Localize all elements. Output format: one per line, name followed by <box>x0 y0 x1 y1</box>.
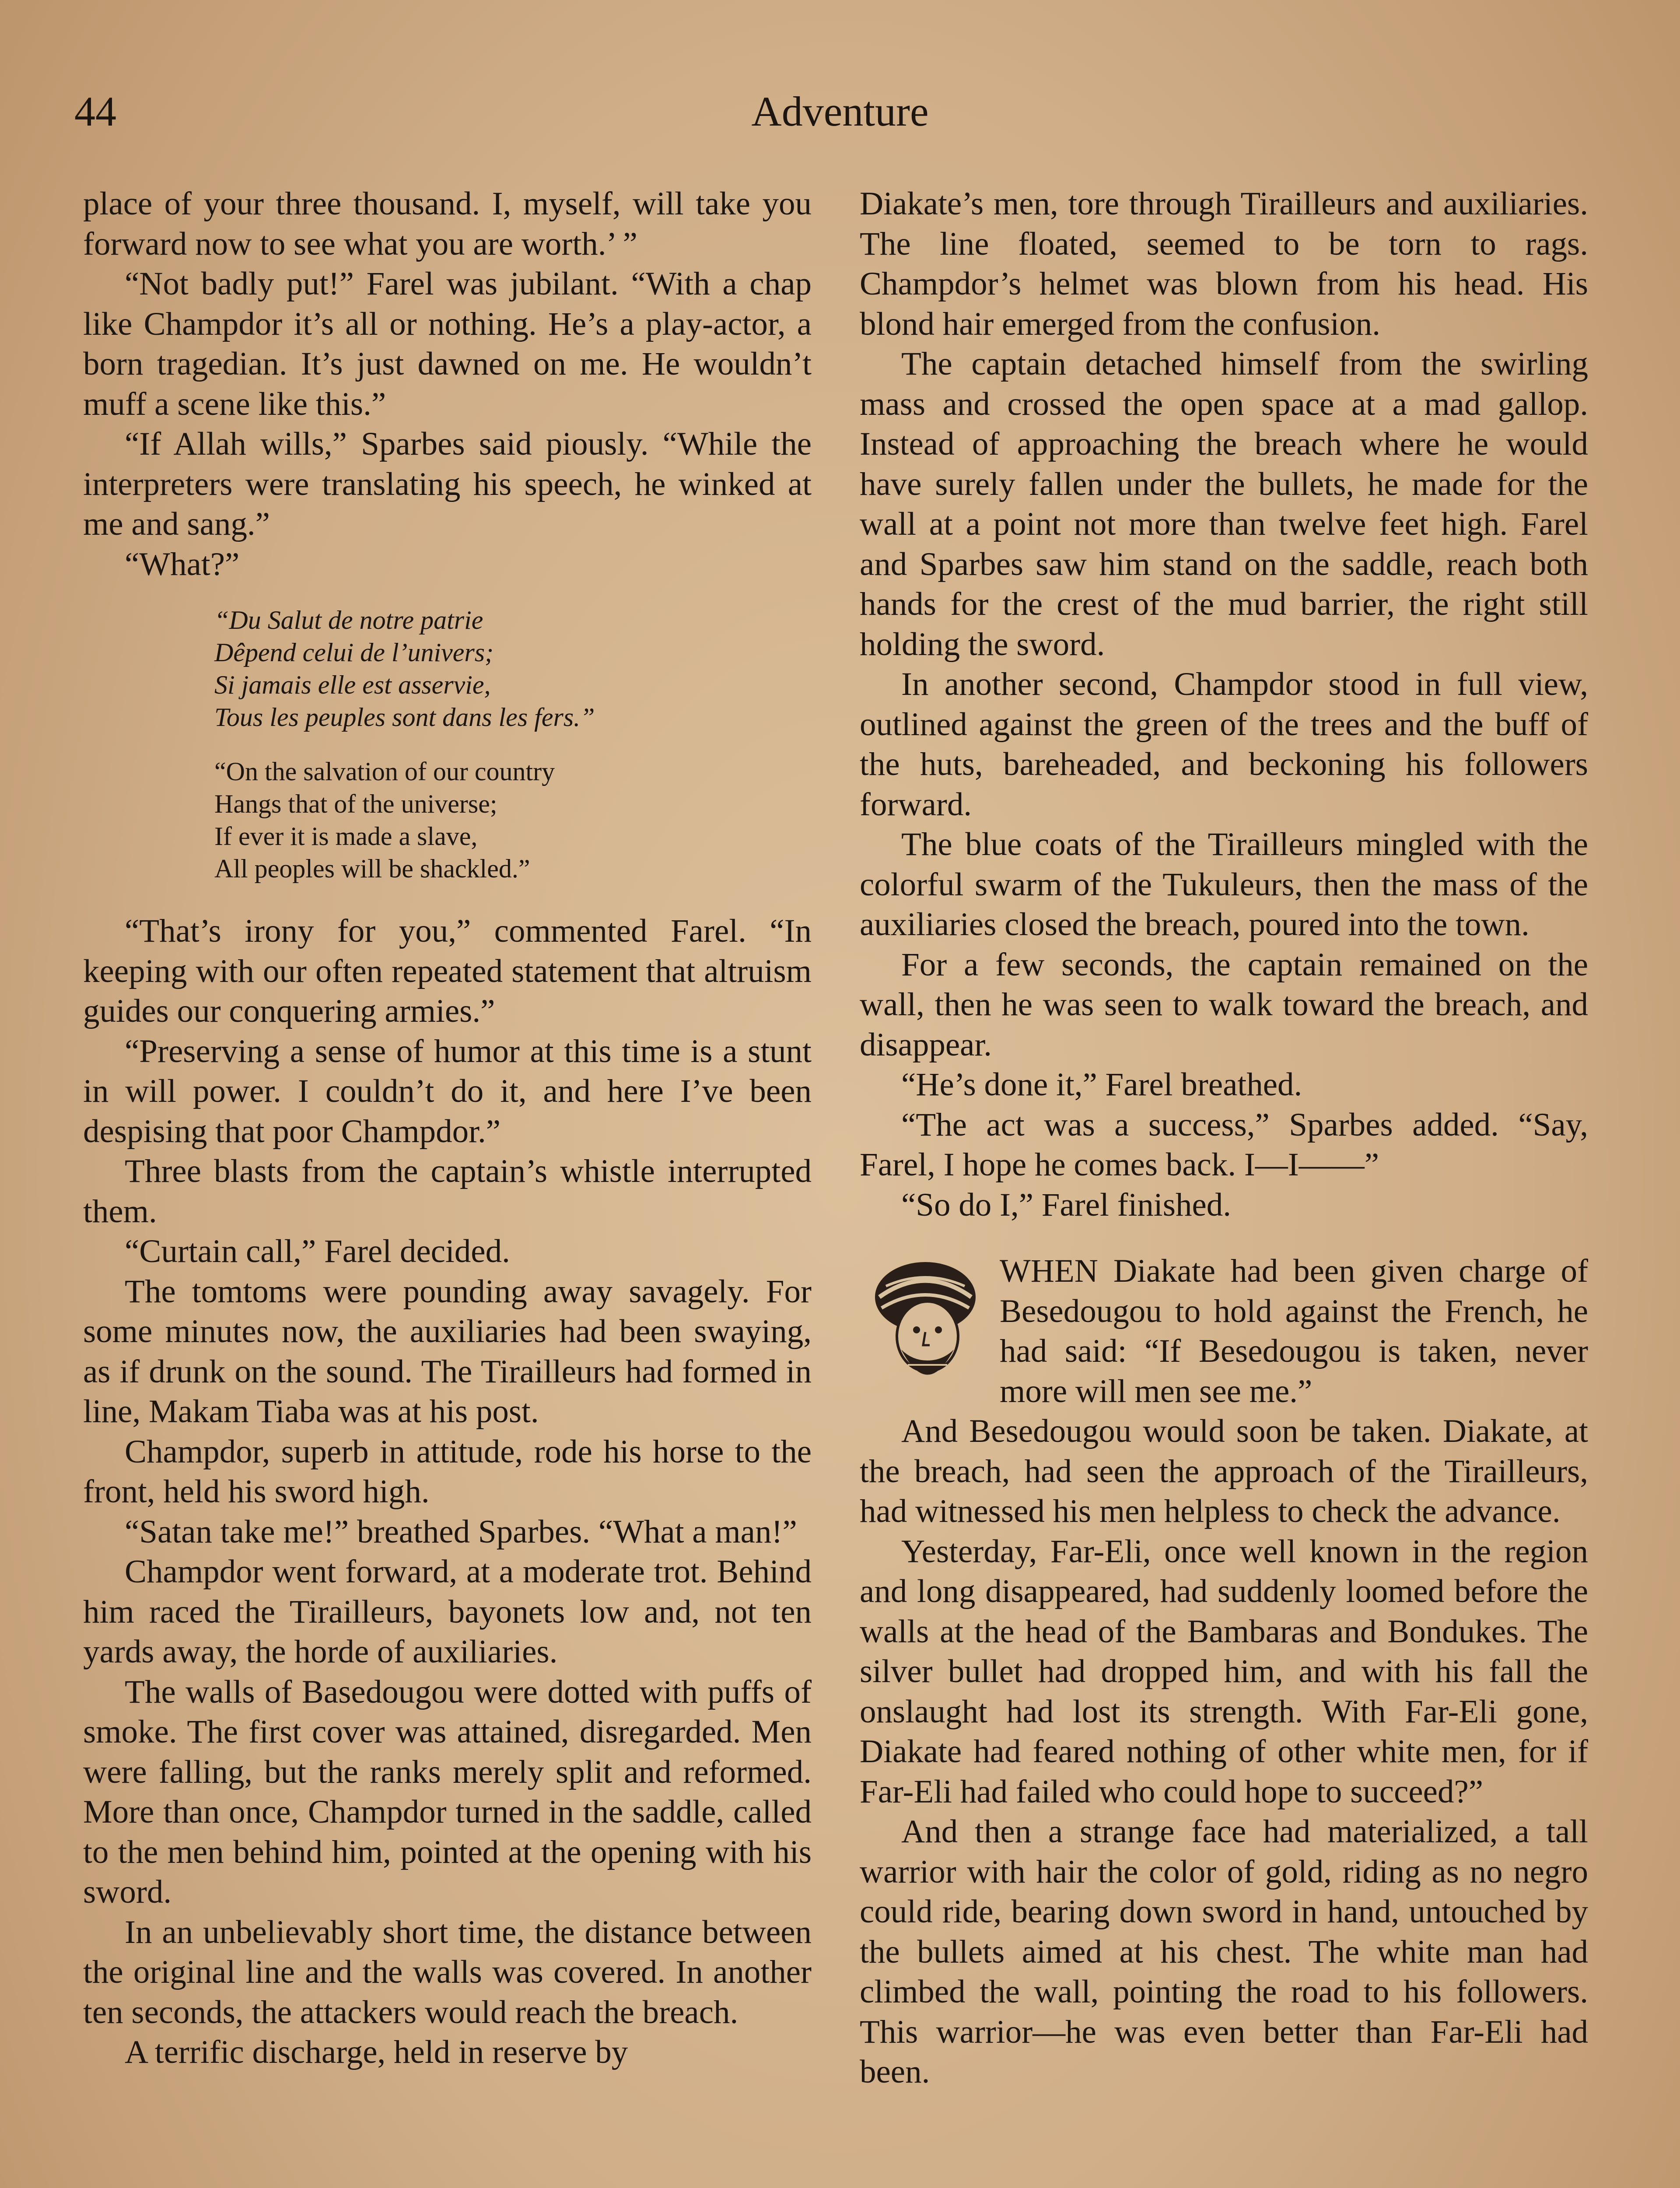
turbaned-man-portrait-icon <box>860 1255 991 1396</box>
paragraph: Diakate’s men, tore through Tirailleurs and auxiliaries. The line floated, seemed to be torn to rags. Champdor’s helmet was blown from his head. His blond hair emerged from the confusion. <box>860 186 1588 342</box>
paragraph: Three blasts from the captain’s whistle interrupted them. <box>83 1153 812 1230</box>
paragraph: “Preserving a sense of humor at this time is a stunt in will power. I couldn’t do it, and here I’ve been despising that poor Champdor.” <box>83 1033 812 1150</box>
paragraph: The tomtoms were pounding away savagely. For some minutes now, the auxiliaries had been swaying, as if drunk on the sound. The Tirailleurs had formed in line, Makam Tiaba was at his post. <box>83 1273 812 1430</box>
verse-line: “On the salvation of our country <box>214 757 555 786</box>
paragraph: “If Allah wills,” Sparbes said piously. “While the interpreters were translating his speech, he winked at me and sang.” <box>83 426 812 542</box>
paragraph: For a few seconds, the captain remained on the wall, then he was seen to walk toward the breach, and disappear. <box>860 946 1588 1063</box>
verse-line: Hangs that of the universe; <box>214 789 497 818</box>
paragraph: In another second, Champdor stood in full view, outlined against the green of the trees and the buff of the huts, bareheaded, and beckoning his followers forward. <box>860 666 1588 823</box>
section-break <box>860 1225 1588 1251</box>
paragraph: “Curtain call,” Farel decided. <box>125 1233 510 1269</box>
paragraph: “The act was a success,” Sparbes added. “Say, Farel, I hope he comes back. I—I——” <box>860 1106 1588 1183</box>
paragraph: place of your three thousand. I, myself, will take you forward now to see what you are worth.’ ” <box>83 186 812 262</box>
paragraph: In an unbelievably short time, the distance between the original line and the walls was covered. In another ten seconds, the attackers would reach the breach. <box>83 1914 812 2030</box>
paragraph: And then a strange face had materialized, a tall warrior with hair the color of gold, riding as no negro could ride, bearing down sword in hand, untouched by the bullets aimed at his chest. The white man had climbed the wall, pointing the road to his followers. This warrior—he was even better than Far-Eli had been. <box>860 1813 1588 2090</box>
paragraph: “So do I,” Farel finished. <box>901 1186 1231 1223</box>
french-stanza <box>214 604 812 733</box>
paragraph: Champdor went forward, at a moderate trot. Behind him raced the Tirailleurs, bayonets low and, not ten yards away, the horde of auxiliaries. <box>83 1553 812 1670</box>
verse-line: Tous les peuples sont dans les fers.” <box>214 703 595 732</box>
right-column <box>860 184 1588 2092</box>
paragraph: The blue coats of the Tirailleurs mingled with the colorful swarm of the Tukuleurs, then the mass of the auxiliaries closed the breach, poured into the town. <box>860 826 1588 943</box>
verse-line: “Du Salut de notre patrie <box>214 606 483 635</box>
page-header <box>74 83 1606 149</box>
verse-line: Dêpend celui de l’univers; <box>214 638 494 667</box>
left-column <box>83 184 812 2072</box>
paragraph: The walls of Basedougou were dotted with puffs of smoke. The first cover was attained, disregarded. Men were falling, but the ranks merely split and reformed. More than once, Champdor turned in the saddle, called to the men behind him, pointed at the opening with his sword. <box>83 1673 812 1910</box>
english-stanza <box>214 755 812 885</box>
paragraph: “What?” <box>125 546 240 582</box>
paragraph: Champdor, superb in attitude, rode his horse to the front, held his sword high. <box>83 1433 812 1510</box>
paragraph: WHEN Diakate had been given charge of Besedougou to hold against the French, he had said: “If Besedougou is taken, never more will men see me.” <box>1000 1253 1588 1410</box>
paragraph: The captain detached himself from the swirling mass and crossed the open space at a mad gallop. Instead of approaching the breach where he would have surely fallen under the bullets, he made for the wall at a point not more than twelve feet high. Farel and Sparbes saw him stand on the saddle, reach both hands for the crest of the mud barrier, the right still holding the sword. <box>860 346 1588 663</box>
page-number: 44 <box>74 88 116 135</box>
song-verse <box>214 604 812 885</box>
paragraph: A terrific discharge, held in reserve by <box>125 2034 628 2070</box>
verse-line: All peoples will be shackled.” <box>214 854 530 883</box>
paragraph: “Not badly put!” Farel was jubilant. “With a chap like Champdor it’s all or nothing. He’s a play-actor, a born tragedian. It’s just dawned on me. He wouldn’t muff a scene like this.” <box>83 266 812 422</box>
paragraph: And Besedougou would soon be taken. Diakate, at the breach, had seen the approach of the Tirailleurs, had witnessed his men helpless to check the advance. <box>860 1413 1588 1529</box>
paragraph: “He’s done it,” Farel breathed. <box>901 1066 1302 1103</box>
paragraph: “That’s irony for you,” commented Farel. “In keeping with our often repeated statement that altruism guides our conquering armies.” <box>83 913 812 1029</box>
paragraph: “Satan take me!” breathed Sparbes. “What a man!” <box>125 1513 797 1550</box>
paragraph: Yesterday, Far-Eli, once well known in the region and long disappeared, had suddenly loomed before the walls at the head of the Bambaras and Bondukes. The silver bullet had dropped him, and with his fall the onslaught had lost its strength. With Far-Eli gone, Diakate had feared nothing of other white men, for if Far-Eli had failed who could hope to succeed?” <box>860 1533 1588 1810</box>
section-opening <box>860 1251 1588 1411</box>
verse-line: Si jamais elle est asservie, <box>214 670 491 699</box>
verse-line: If ever it is made a slave, <box>214 822 478 851</box>
magazine-title: Adventure <box>751 88 929 135</box>
